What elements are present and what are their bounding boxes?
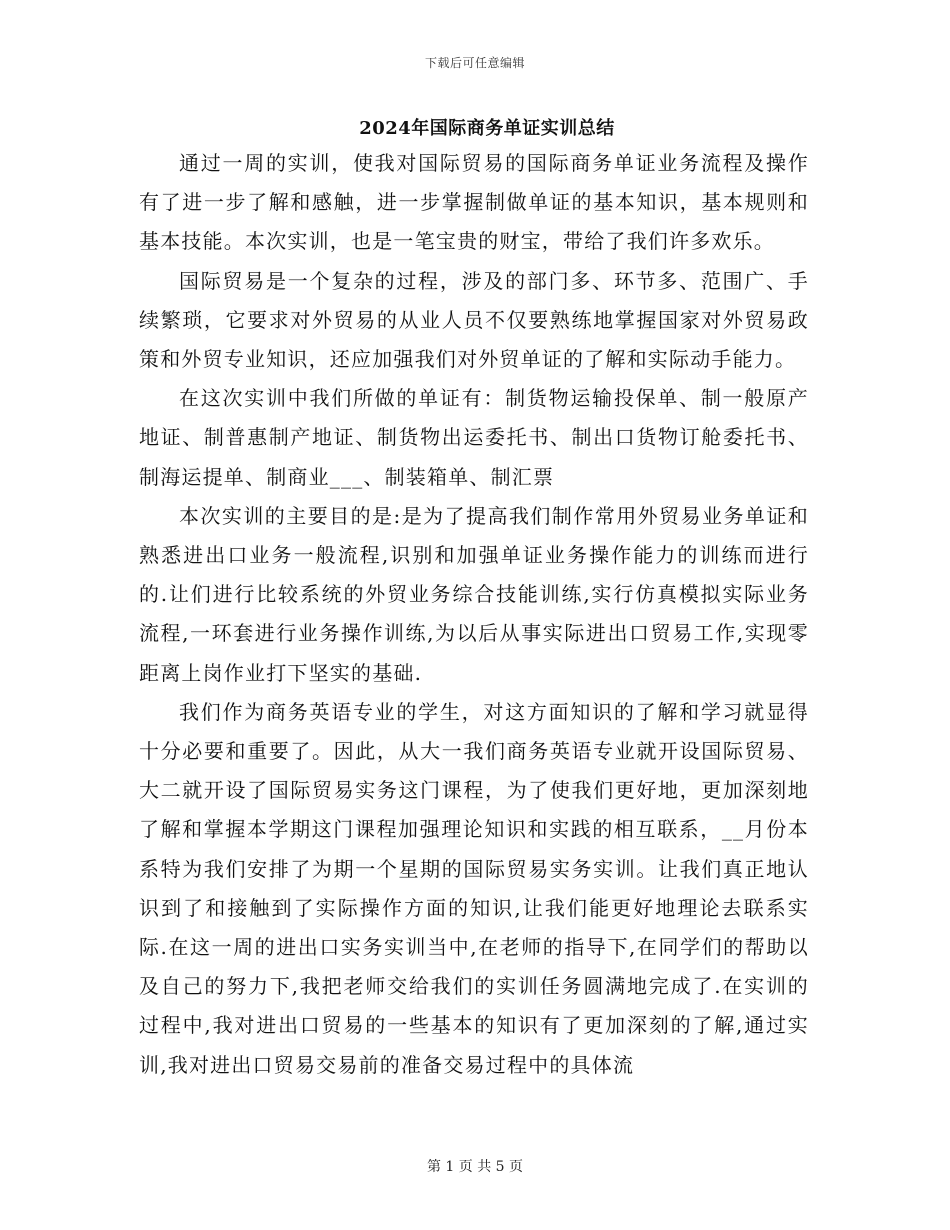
document-body (139, 144, 809, 1085)
paragraph-documents-list: 在这次实训中我们所做的单证有：制货物运输投保单、制一般原产地证、制普惠制产地证、制货物出运委托书、制出口货物订舱委托书、制海运提单、制商业___、制装箱单、制汇票 (139, 386, 809, 489)
paragraph-intro: 通过一周的实训，使我对国际贸易的国际商务单证业务流程及操作有了进一步了解和感触，进一步掌握制做单证的基本知识，基本规则和基本技能。本次实训，也是一笔宝贵的财宝，带给了我们许多欢乐。 (139, 151, 809, 254)
paragraph-training-purpose: 本次实训的主要目的是:是为了提高我们制作常用外贸易业务单证和熟悉进出口业务一般流程,识别和加强单证业务操作能力的训练而进行的.让们进行比较系统的外贸业务综合技能训练,实行仿真模拟实际业务流程,一环套进行业务操作训练,为以后从事实际进出口贸易工作,实现零距离上岗作业打下坚实的基础. (139, 503, 809, 685)
page-indicator: 第 1 页 共 5 页 (426, 1159, 524, 1175)
paragraph-trade-overview: 国际贸易是一个复杂的过程，涉及的部门多、环节多、范围广、手续繁琐，它要求对外贸易的从业人员不仅要熟练地掌握国家对外贸易政策和外贸专业知识，还应加强我们对外贸单证的了解和实际动手能力。 (139, 268, 809, 372)
header-note: 下载后可任意编辑 (424, 56, 525, 70)
document-title: 2024年国际商务单证实训总结 (359, 118, 615, 139)
paragraph-student-perspective: 我们作为商务英语专业的学生，对这方面知识的了解和学习就显得十分必要和重要了。因此，从大一我们商务英语专业就开设国际贸易、大二就开设了国际贸易实务这门课程，为了使我们更好地，更加深刻地了解和掌握本学期这门课程加强理论知识和实践的相互联系，__月份本系特为我们安排了为期一个星期的国际贸易实务实训。让我们真正地认识到了和接触到了实际操作方面的知识,让我们能更好地理论去联系实际.在这一周的进出口实务实训当中,在老师的指导下,在同学们的帮助以及自己的努力下,我把老师交给我们的实训任务圆满地完成了.在实训的过程中,我对进出口贸易的一些基本的知识有了更加深刻的了解,通过实训,我对进出口贸易交易前的准备交易过程中的具体流 (139, 699, 809, 1077)
